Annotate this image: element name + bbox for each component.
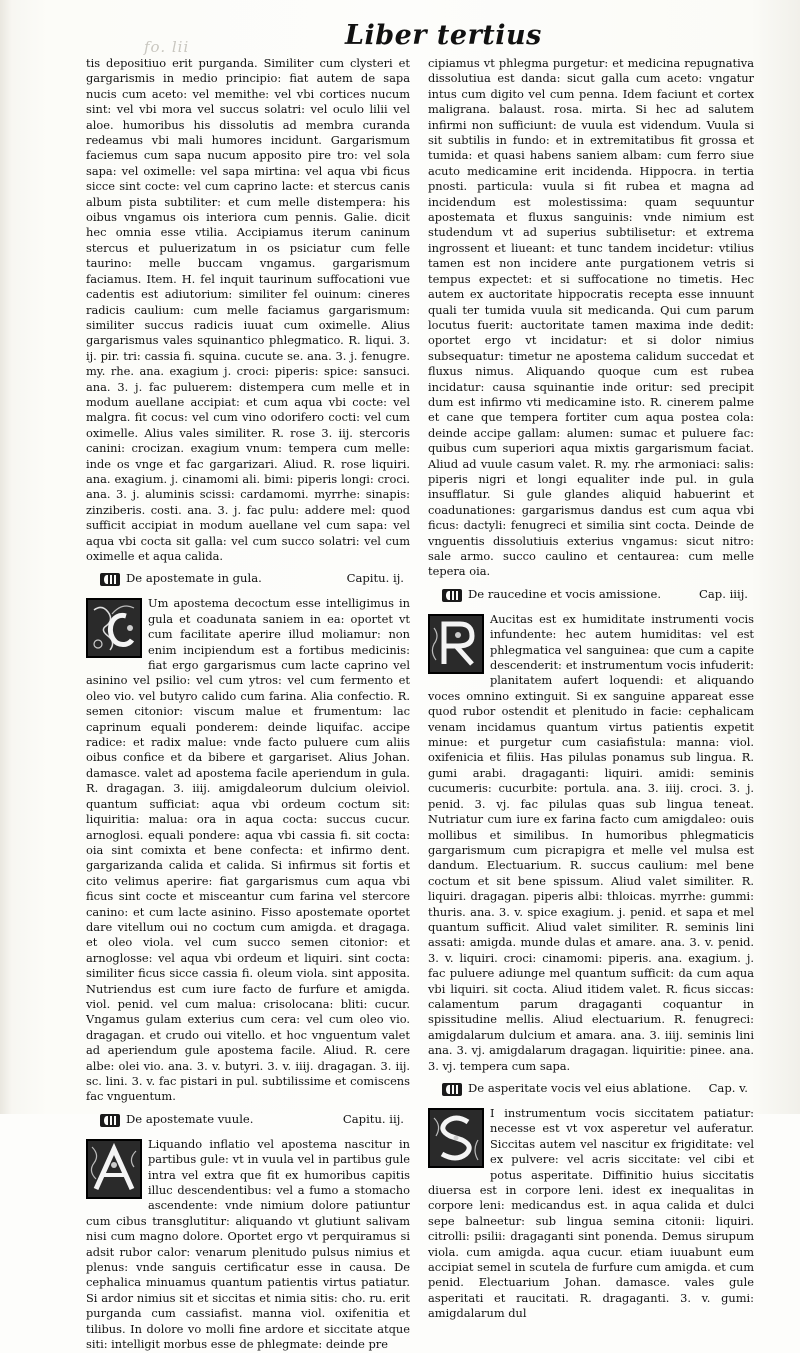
- folio-number: fo. lii: [144, 38, 190, 56]
- chapter-body: [428, 612, 754, 1074]
- running-head: [0, 16, 800, 56]
- paragraph: tis depositiuo erit purganda. Similiter cum clysteri et gargarismis in medio principio: fiat autem de sapa nucis cum aceto: vel memithe: vel vbi cortices nucum sint: vel vbi mora vel succus solatri: vel oculo lilii vel aloe. humoribus his dissolutis ad membra curanda redeamus vbi mali humores incidunt. Gargarismum faciemus cum sapa nucum apposito pire tro: vel sola sapa: vel oximelle: vel sapa mirtina: vel aqua vbi ficus sicce sint cocte: vel cum caprino lacte: et stercus canis album pista subtiliter: et cum melle distempera: his oibus vngamus ois interiora cum pennis. Galie. dicit hec omnia esse vtilia. Accipiamus iterum caninum stercus et puluerizatum in os psiciatur cum felle taurino: melle buccam vngamus. gargarismum faciamus. Item. H. fel inquit taurinum suffocationi vue cadentis est adiutorium: similiter fel ouinum: cineres radicis caulium: cum melle faciamus gargarismum: similiter succus radicis iuuat cum oximelle. Alius gargarismus vales squinantico phlegmatico. R. liqui. 3. ij. pir. tri: cassia fi. squina. cucute se. ana. 3. j. fenugre. my. rhe. ana. exagium j. croci: piperis: spice: sansuci. ana. 3. j. fac puluerem: distempera cum melle et in modum auellane accipiat: et cum aqua vbi cocte: vel malgra. fit cocus: vel cum vino odorifero cocti: vel cum oximelle. Alius vales similiter. R. rose 3. iij. stercoris canini: crocizan. exagium vnum: tempera cum melle: inde os vnge et fac gargarizari. Aliud. R. rose liquiri. ana. exagium. j. cinamomi ali. bimi: piperis longi: croci. ana. 3. j. aluminis scissi: cardamomi. myrrhe: sinapis: zinziberis. costi. ana. 3. j. fac pulu: addere mel: quod sufficit accipiat in modum auellane vel cum sapa: vel aqua vbi cocta sit galla: vel cum succo solatri: vel cum oximelle et aqua calida.: [86, 56, 410, 563]
- chapter-body: [86, 1137, 410, 1353]
- decorated-initial-a-icon: [86, 1139, 142, 1199]
- paragraph: cipiamus vt phlegma purgetur: et medicina repugnativa dissolutiua est danda: sicut galla cum aceto: vngatur intus cum digito vel cum penna. Idem faciunt et cortex maligrana. balaust. rosa. mirta. Si hec ad salutem infirmi non sufficiunt: de vuula est videndum. Vuula si sit subtilis in fundo: et in extremitatibus fit grossa et tumida: et quasi habens saniem albam: cum ferro siue acuto medicamine erit incidenda. Hippocra. in tertia pnosti. particula: vuula si fit rubea et magna ad incidendum est molestissima: quam sequuntur apostemata et fluxus sanguinis: vnde nimium est studendum vt ad superius subtilisetur: et extrema ingrossent et liueant: et tunc tandem incidetur: vtilius tamen est non incidere ante purgationem vetris si tempus expectet: et si suffocatione no timetis. Hec autem ex auctoritate hippocratis recepta esse innuunt quali ter tumida vuula sit medicanda. Qui cum parum locutus fuerit: auctoritate tamen maxima inde dedit: oportet ergo vt incidatur: et si dolor nimius subsequatur: timetur ne apostema calidum succedat et fluxus nimus. Aliquando quoque cum est rubea incidatur: causa squinantie inde oritur: sed precipit dum est infirmo vti medicamine isto. R. cinerem palme et cane que tempera fortiter cum aqua postea cola: deinde accipe gallam: alumen: sumac et puluere fac: quibus cum superiori aqua mixtis gargarismum faciat. Aliud ad vuule casum valet. R. my. rhe armoniaci: salis: piperis nigri et longi equaliter inde pul. in gula insufflatur. Si gule glandes aliquid habuerint et coadunationes: gargarismus dandus est cum aqua vbi ficus: dactyli: fenugreci et similia sint cocta. Deinde de vnguentis dissolutiuis exterius vngamus: sicut nitro: sale armo. succo caulino et centaurea: cum melle tepera oia.: [428, 56, 754, 579]
- book-title: Liber tertius: [345, 20, 542, 51]
- chapter-title: De apostemate in gula.: [126, 571, 262, 586]
- decorated-initial-r-icon: [428, 614, 484, 674]
- chapter-number: Capitu. iij.: [342, 1111, 404, 1126]
- left-column: [86, 56, 410, 1352]
- paragraph-mark-icon: [442, 588, 462, 603]
- chapter-title: De apostemate vuule.: [126, 1111, 254, 1126]
- paragraph-mark-icon: [100, 572, 120, 587]
- chapter-title: De asperitate vocis vel eius ablatione.: [468, 1081, 692, 1095]
- paragraph-mark-icon: [442, 1082, 462, 1097]
- decorated-initial-s-icon: [428, 1108, 484, 1168]
- chapter-number: Cap. iiij.: [699, 586, 748, 601]
- decorated-initial-c-icon: [86, 598, 142, 658]
- chapter-heading: [428, 585, 754, 607]
- chapter-heading: [86, 569, 410, 591]
- paragraph-mark-icon: [100, 1113, 120, 1128]
- chapter-number: Capitu. ij.: [346, 571, 404, 586]
- chapter-number: Cap. v.: [708, 1081, 748, 1095]
- paragraph: Liquando inflatio vel apostema nascitur in partibus gule: vt in vuula vel in partibus gule intra vel extra que fit ex humoribus capitis illuc descendentibus: vel a fumo a stomacho ascendente: vnde nimium dolore patiuntur cum cibus transglutitur: aliquando vt glutiunt salivam nisi cum magno dolore. Oportet ergo vt perquiramus si adsit rubor calor: venarum plenitudo pulsus nimius et plenus: vnde sanguis certificatur esse in causa. De cephalica minuamus quantum patientis virtus patiatur. Si ardor nimius sit et siccitas et nimia sitis: cho. ru. erit purganda cum cassiafist. manna viol. oxifenitia et tilibus. In dolore vo molli fine ardore et siccitate atque siti: intelligit morbus esse de phlegmate: deinde pre: [86, 1136, 410, 1352]
- chapter-heading: [86, 1110, 410, 1132]
- chapter-heading: [428, 1079, 754, 1101]
- chapter-body: [86, 596, 410, 1104]
- paragraph: Aucitas est ex humiditate instrumenti vocis infundente: hec autem humiditas: vel est phlegmatica vel sanguinea: que cum a capite descenderit: et instrumentum vocis infuderit: planitatem aufert loquendi: et aliquando voces omnino extinguit. Si ex sanguine appareat esse quod rubor ostendit et plenitudo in facie: cephalicam venam incidamus quantum virtus patientis expetit minue: et purgetur cum casiafistula: manna: viol. oxifenicia et filiis. Has pilulas ponamus sub lingua. R. gumi arabi. dragaganti: liquiri. amidi: seminis cucumeris: cucurbite: portula. ana. 3. iiij. croci. 3. j. penid. 3. vj. fac pilulas quas sub lingua teneat. Nutriatur cum iure ex farina facto cum amigdaleo: ouis mollibus et similibus. In humoribus phlegmaticis gargarismum cum picrapigra et melle vel mulsa est dandum. Electuarium. R. succus caulium: mel bene coctum et sit bene spissum. Aliud valet similiter. R. liquiri. dragagan. piperis albi: thloicas. myrrhe: gummi: thuris. ana. 3. v. spice exagium. j. penid. et sapa et mel quantum sufficit. Aliud valet similiter. R. seminis lini assati: amigda. munde dulas et amare. ana. 3. v. penid. 3. v. liquiri. croci: cinamomi: piperis. ana. exagium. j. fac puluere adiunge mel quantum sufficit: da cum aqua vbi liquiri. sit cocta. Aliud itidem valet. R. ficus siccas: calamentum parum dragaganti coquantur in spissitudine mellis. Aliud electuarium. R. fenugreci: amigdalarum dulcium et amara. ana. 3. iiij. seminis lini ana. 3. vj. amigdalarum dragagan. liquiritie: pinee. ana. 3. vj. tempera cum sapa.: [428, 611, 754, 1073]
- paragraph: Um apostema decoctum esse intelligimus in gula et coadunata saniem in ea: oportet vt cum facilitate aperire illud moliamur: non enim incipiendum est a fortibus medicinis: fiat ergo gargarismus cum lacte caprino vel asinino vel psilio: vel cum ytros: vel cum fermento et oleo vio. vel butyro calido cum farina. Alia confectio. R. semen citonior: viscum malue et frumentum: lac caprinum equali ponderem: deinde liquifac. accipe radice: et radix malue: vnde facto puluere cum aliis oibus confice et da bibere et gargariset. Alius Johan. damasce. valet ad apostema facile aperiendum in gula. R. dragagan. 3. iiij. amigdaleorum dulcium oleiviol. quantum sufficiat: aqua vbi ordeum coctum sit: liquiritia: malua: ora in aqua cocta: succus cucur. arnoglosi. equali pondere: aqua vbi cassia fi. sit cocta: oia sint comixta et bene confecta: et infirmo dent. gargarizanda calida et calida. Si infirmus sit fortis et cito velimus aperire: fiat gargarismus cum aqua vbi ficus sint cocte et misceantur cum farina vel stercore canino: et cum lacte asinino. Fisso apostemate oportet dare vitellum oui no coctum cum amigda. et dragaga. et oleo viola. vel cum succo semen citonior: et arnoglosse: vel aqua vbi ordeum et liquiri. sint cocta: similiter ficus sicce cassia fi. oleum viola. sint apposita. Nutriendus est cum iure facto de furfure et amigda. viol. penid. vel cum malua: crisolocana: bliti: cucur. Vngamus gulam exterius cum cera: vel cum oleo vio. dragagan. et crudo oui vitello. et hoc vnguentum valet ad aperiendum gule apostema facile. Aliud. R. cere albe: olei vio. ana. 3. v. butyri. 3. v. iiij. dragagan. 3. iij. sc. lini. 3. v. fac pistari in pul. subtilissime et comiscens fac vnguentum.: [86, 596, 410, 1104]
- chapter-body: [428, 1106, 754, 1322]
- right-column: [428, 56, 754, 1321]
- chapter-title: De raucedine et vocis amissione.: [468, 586, 662, 601]
- paragraph: I instrumentum vocis siccitatem patiatur: necesse est vt vox asperetur vel auferatur. Siccitas autem vel nascitur ex frigiditate: vel ex pulvere: vel acris siccitate: vel cibi et potus asperitate. Diffinitio huius siccitatis diuersa est in corpore leni. idest ex inequalitas in corpore leni: medicandus est. in aqua calida et dulci sepe balneetur: sub lingua semina citonii: liquiri. citrolli: psilii: dragaganti sint ponenda. Demus sirupum viola. cum amigda. aqua cucur. etiam iuuabunt eum accipiat semel in scutela de furfure cum amigda. et cum penid. Electuarium Johan. damasce. vales gule asperitati et raucitati. R. dragaganti. 3. v. gumi: amigdalarum dul: [428, 1106, 754, 1321]
